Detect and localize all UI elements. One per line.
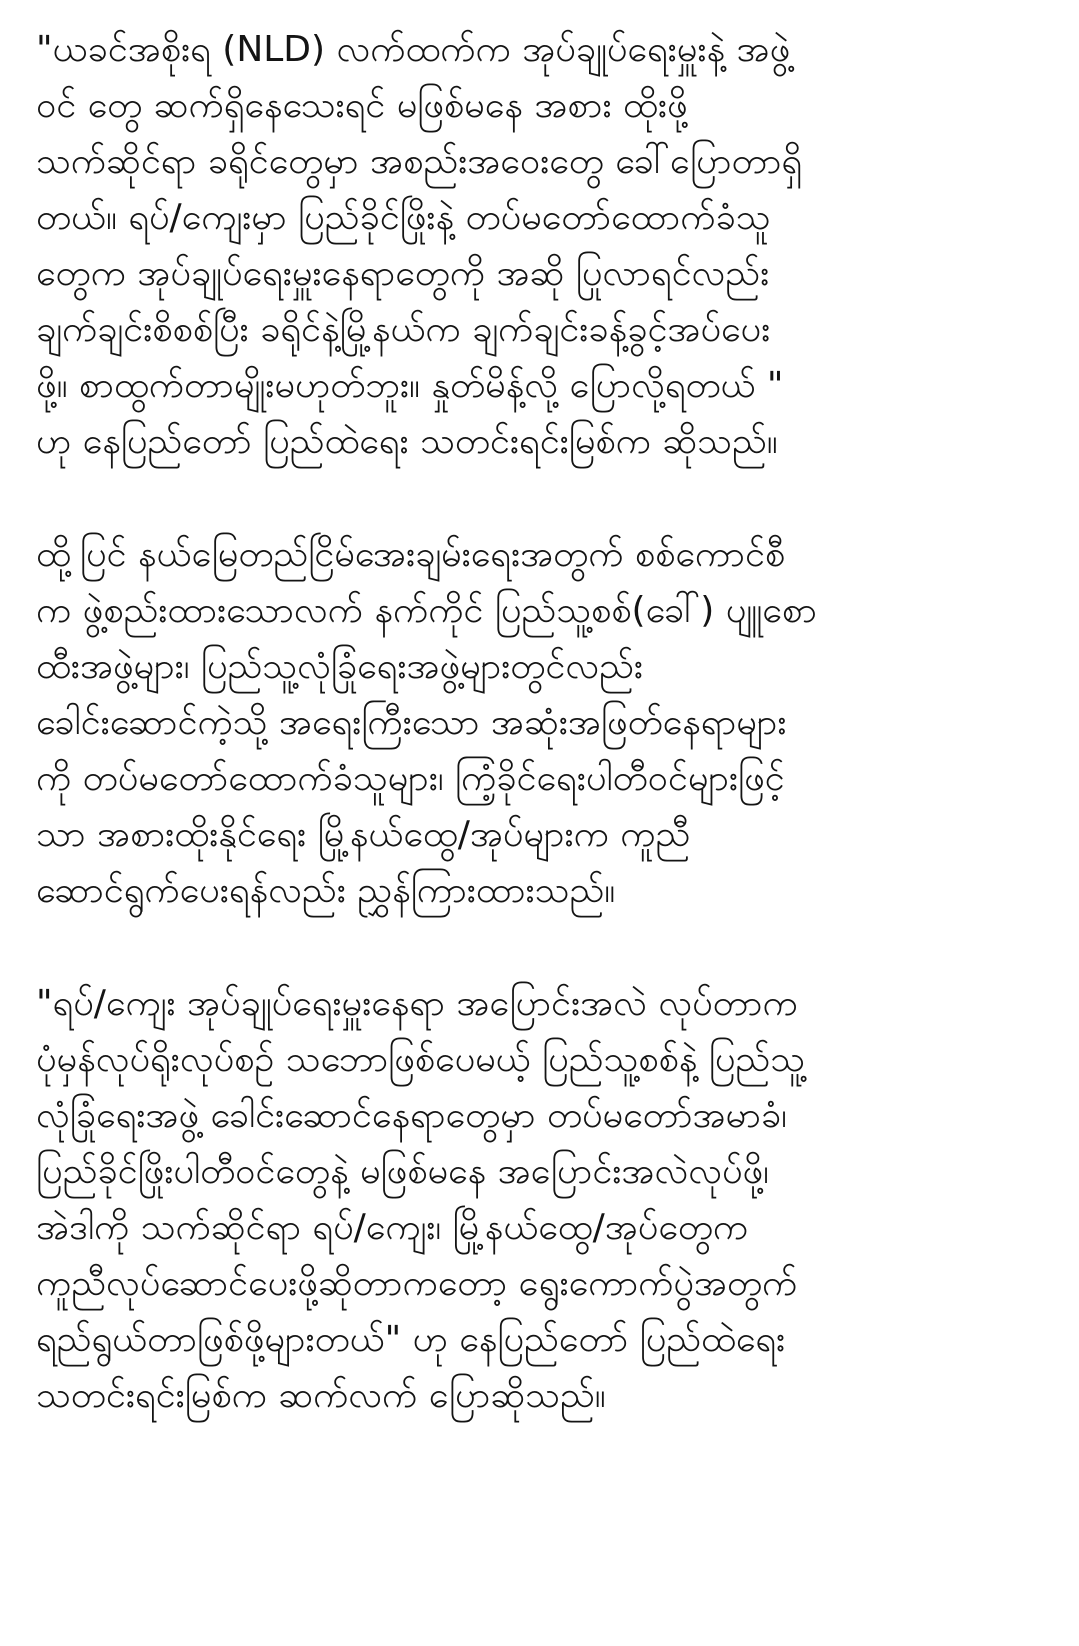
text-line: လုံခြုံရေးအဖွဲ့ ခေါင်းဆောင်နေရာတွေမှာ တပ်မတော်အမာခံ၊ (36, 1095, 787, 1136)
text-line: ကို တပ်မတော်ထောက်ခံသူများ၊ ကြံ့ခိုင်ရေးပါတီဝင်များဖြင့် (36, 758, 785, 799)
text-line: ကူညီလုပ်ဆောင်ပေးဖို့ဆိုတာကတော့ ရွေးကောက်ပွဲအတွက် (36, 1263, 798, 1304)
text-line: ပြည်ခိုင်ဖြိုးပါတီဝင်တွေနဲ့ မဖြစ်မနေ အပြောင်းအလဲလုပ်ဖို့၊ (36, 1151, 769, 1192)
text-line: အဲဒါကို သက်ဆိုင်ရာ ရပ်/ကျေး၊ မြို့နယ်ထွေ/အုပ်တွေက (36, 1207, 749, 1248)
text-line: တွေက အုပ်ချုပ်ရေးမှူးနေရာတွေကို အဆို ပြုလာရင်လည်း (36, 253, 770, 294)
text-line: ဟု နေပြည်တော် ပြည်ထဲရေး သတင်းရင်းမြစ်က ဆိုသည်။ (36, 421, 778, 462)
paragraph-1 (36, 22, 1046, 470)
text-line: ဝင် တွေ ဆက်ရှိနေသေးရင် မဖြစ်မနေ အစား ထိုးဖို့ (36, 85, 688, 126)
text-line: သာ အစားထိုးနိုင်ရေး မြို့နယ်ထွေ/အုပ်များက ကူညီ (36, 814, 691, 855)
text-line: ဖို့။ စာထွက်တာမျိုးမဟုတ်ဘူး။ နှုတ်မိန့်လို့ ပြောလို့ရတယ် " (36, 365, 784, 406)
text-line: ပုံမှန်လုပ်ရိုးလုပ်စဉ် သဘောဖြစ်ပေမယ့် ပြည်သူ့စစ်နဲ့ ပြည်သူ့ (36, 1039, 806, 1080)
text-line: "ယခင်အစိုးရ (NLD) လက်ထက်က အုပ်ချုပ်ရေးမှူးနဲ့ အဖွဲ့ (36, 29, 791, 70)
text-line: "ရပ်/ကျေး အုပ်ချုပ်ရေးမှူးနေရာ အပြောင်းအလဲ လုပ်တာက (36, 983, 798, 1024)
text-line: ခေါင်းဆောင်ကဲ့သို့ အရေးကြီးသော အဆုံးအဖြတ်နေရာများ (36, 702, 787, 743)
article-body (36, 22, 1046, 1481)
text-line: ချက်ချင်းစိစစ်ပြီး ခရိုင်နဲ့မြို့နယ်က ချက်ချင်းခန့်ခွင့်အပ်ပေး (36, 309, 771, 350)
text-line: ရည်ရွယ်တာဖြစ်ဖို့များတယ်" ဟု နေပြည်တော် ပြည်ထဲရေး (36, 1319, 786, 1360)
text-line: က ဖွဲ့စည်းထားသောလက် နက်ကိုင် ပြည်သူ့စစ်(ခေါ်) ပျူစော (36, 590, 817, 631)
text-line: ထို့ပြင် နယ်မြေတည်ငြိမ်အေးချမ်းရေးအတွက် စစ်ကောင်စီ (36, 534, 786, 575)
paragraph-2 (36, 527, 1046, 919)
text-line: တယ်။ ရပ်/ကျေးမှာ ပြည်ခိုင်ဖြိုးနဲ့ တပ်မတော်ထောက်ခံသူ (36, 197, 771, 238)
paragraph-3 (36, 976, 1046, 1424)
text-line: ထီးအဖွဲ့များ၊ ပြည်သူ့လုံခြုံရေးအဖွဲ့များတွင်လည်း (36, 646, 644, 687)
text-line: သက်ဆိုင်ရာ ခရိုင်တွေမှာ အစည်းအဝေးတွေ ခေါ်ပြောတာရှိ (36, 141, 803, 182)
text-line: သတင်းရင်းမြစ်က ဆက်လက် ပြောဆိုသည်။ (36, 1375, 606, 1416)
text-line: ဆောင်ရွက်ပေးရန်လည်း ညွှန်ကြားထားသည်။ (36, 870, 616, 911)
